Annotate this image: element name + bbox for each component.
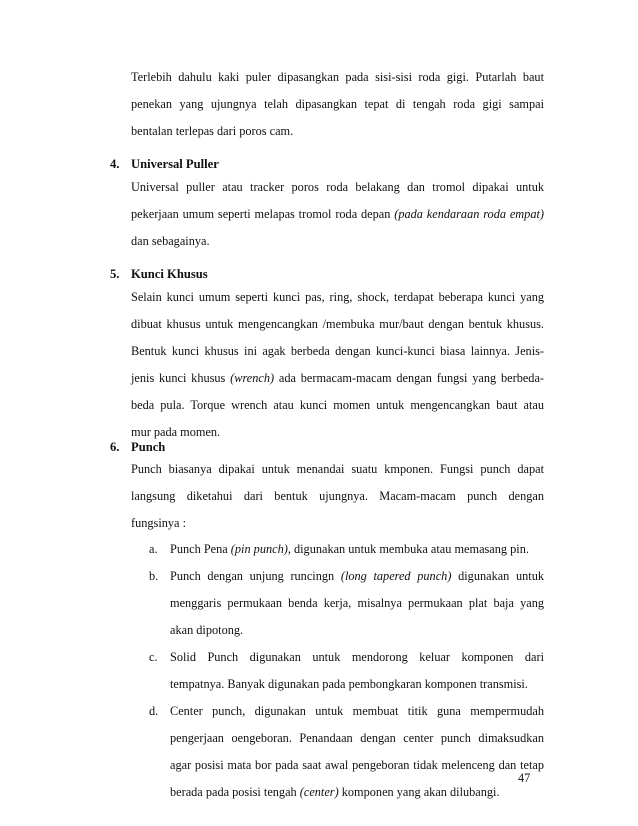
list-marker: c. [149,650,158,664]
text-fragment: berada pada posisi tengah [170,785,300,799]
punch-types-list [149,536,544,806]
text-line: menggaris permukaan benda kerja, misalnya permukaan plat baja yang [170,596,544,610]
section-title: Punch [131,440,166,454]
list-marker: b. [149,569,159,583]
italic-fragment: (long tapered punch) [340,569,452,583]
list-item [149,698,544,806]
text-line: fungsinya : [131,516,186,530]
text-line: dan sebagainya. [131,234,210,248]
text-line: Bentuk kunci khusus ini agak berbeda dengan kunci-kunci biasa lainnya. Jenis- [131,344,544,358]
text-line: mur pada momen. [131,425,221,439]
kunci-khusus-paragraph [131,284,544,446]
text-line: Selain kunci umum seperti kunci pas, ring, shock, terdapat beberapa kunci yang [131,290,544,304]
section-number: 6. [110,440,120,454]
list-marker: a. [149,542,158,556]
italic-fragment: (wrench) [230,371,275,385]
italic-fragment: (pada kendaraan roda empat) [394,207,544,221]
page-number: 47 [518,771,531,785]
text-line: tempatnya. Banyak digunakan pada pembongkaran komponen transmisi. [170,677,528,691]
section-title: Kunci Khusus [131,267,208,281]
text-line: beda pula. Torque wrench atau kunci momen untuk mengencangkan baut atau [131,398,544,412]
text-line: Terlebih dahulu kaki puler dipasangkan pada sisi-sisi roda gigi. Putarlah baut [131,70,544,84]
text-line: Punch biasanya dipakai untuk menandai suatu kmponen. Fungsi punch dapat [131,462,544,476]
text-fragment: komponen yang akan dilubangi. [338,785,500,799]
text-line [131,201,544,228]
italic-fragment: (center) [299,785,339,799]
list-item [149,563,544,644]
section-number: 4. [110,157,120,171]
section-number: 5. [110,267,120,281]
text-line: bentalan terlepas dari poros cam. [131,124,294,138]
intro-paragraph [131,64,544,145]
text-line: dibuat khusus untuk mengencangkan /membuka mur/baut dengan bentuk khusus. [131,317,544,331]
text-line: akan dipotong. [170,623,244,637]
text-line [170,563,544,590]
italic-fragment: (pin punch) [230,542,288,556]
list-item [149,644,544,698]
text-line: Center punch, digunakan untuk membuat titik guna mempermudah [170,704,544,718]
punch-paragraph [131,456,544,537]
list-item [149,536,544,563]
section-heading-kunci-khusus [110,267,208,282]
section-title: Universal Puller [131,157,219,171]
text-fragment: pekerjaan umum seperti melapas tromol roda depan [131,207,395,221]
text-fragment: Punch dengan unjung runcingn [170,569,341,583]
list-marker: d. [149,704,159,718]
text-fragment: jenis kunci khusus [131,371,231,385]
text-line [131,365,544,392]
text-fragment: Punch Pena [170,542,231,556]
text-line: pengerjaan oengeboran. Penandaan dengan center punch dimaksudkan [170,731,544,745]
section-heading-punch [110,440,165,455]
universal-puller-paragraph [131,174,544,255]
text-line [170,536,544,563]
text-fragment: , digunakan untuk membuka atau memasang pin. [287,542,529,556]
text-fragment: ada bermacam-macam dengan fungsi yang berbeda- [274,371,544,385]
text-line: Universal puller atau tracker poros roda belakang dan tromol dipakai untuk [131,180,544,194]
text-line [170,779,544,806]
section-heading-universal-puller [110,157,219,172]
text-line: langsung diketahui dari bentuk ujungnya. Macam-macam punch dengan [131,489,544,503]
text-line: penekan yang ujungnya telah dipasangkan tepat di tengah roda gigi sampai [131,97,544,111]
text-fragment: digunakan untuk [451,569,545,583]
text-line: agar posisi mata bor pada saat awal pengeboran tidak melenceng dan tetap [170,758,544,772]
text-line: Solid Punch digunakan untuk mendorong keluar komponen dari [170,650,544,664]
